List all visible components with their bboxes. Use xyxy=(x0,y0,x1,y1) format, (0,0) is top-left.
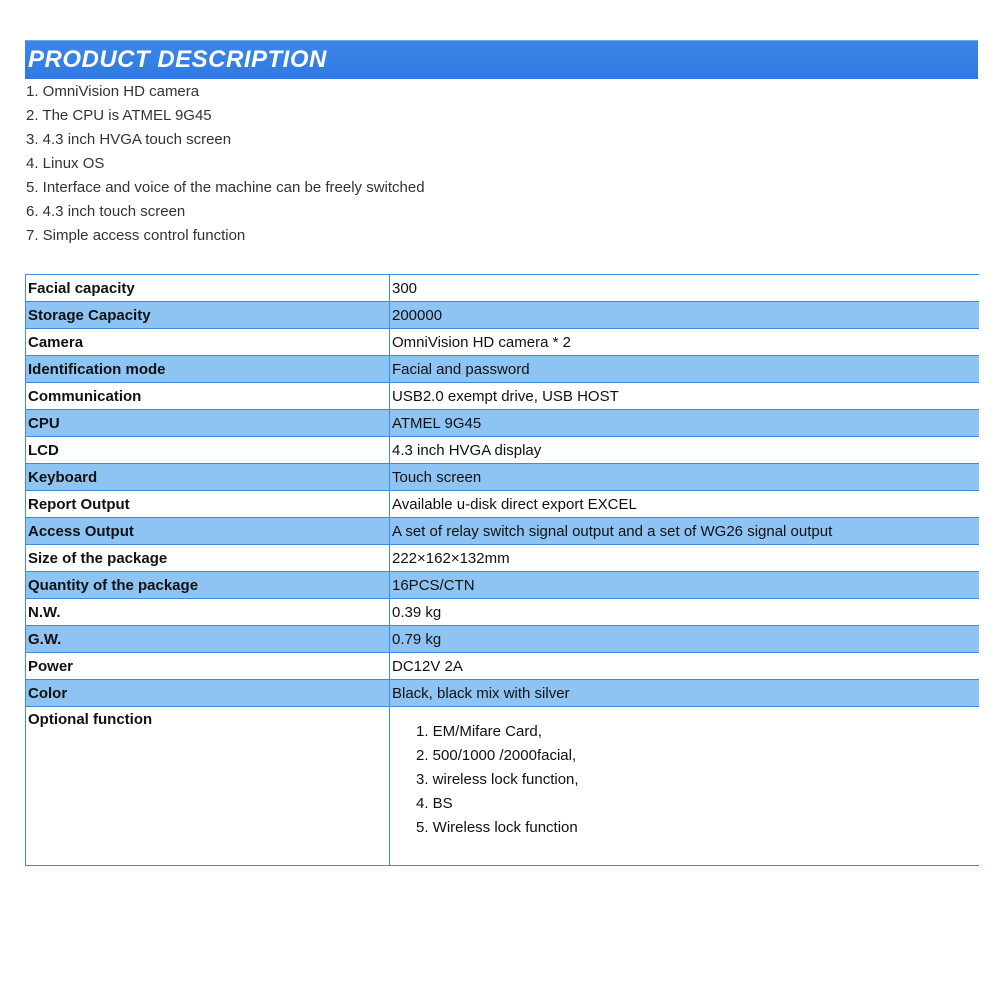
spec-value: 200000 xyxy=(390,302,980,329)
spec-label: CPU xyxy=(26,410,390,437)
feature-item: 7. Simple access control function xyxy=(26,227,246,244)
table-row xyxy=(26,437,980,464)
table-row xyxy=(26,653,980,680)
spec-label: Camera xyxy=(26,329,390,356)
section-banner xyxy=(25,40,978,79)
feature-item: 4. Linux OS xyxy=(26,155,105,172)
spec-label: Optional function xyxy=(26,707,390,866)
list-item: 3. wireless lock function, xyxy=(416,771,579,788)
spec-value: 222×162×132mm xyxy=(390,545,980,572)
list-item: 4. BS xyxy=(416,795,453,812)
feature-list xyxy=(26,82,425,250)
spec-label: N.W. xyxy=(26,599,390,626)
feature-item: 1. OmniVision HD camera xyxy=(26,83,200,100)
spec-table xyxy=(25,274,979,866)
spec-value: Black, black mix with silver xyxy=(390,680,980,707)
spec-value: DC12V 2A xyxy=(390,653,980,680)
optional-function-cell xyxy=(390,707,980,866)
spec-label: Keyboard xyxy=(26,464,390,491)
table-row xyxy=(26,599,980,626)
spec-label: Communication xyxy=(26,383,390,410)
table-row xyxy=(26,680,980,707)
table-row xyxy=(26,491,980,518)
table-row xyxy=(26,356,980,383)
spec-value: 0.79 kg xyxy=(390,626,980,653)
list-item: 2. 500/1000 /2000facial, xyxy=(416,747,577,764)
table-row xyxy=(26,464,980,491)
spec-label: Facial capacity xyxy=(26,275,390,302)
table-row xyxy=(26,572,980,599)
spec-label: Access Output xyxy=(26,518,390,545)
spec-value: 0.39 kg xyxy=(390,599,980,626)
table-row xyxy=(26,275,980,302)
table-row xyxy=(26,626,980,653)
spec-value: Available u-disk direct export EXCEL xyxy=(390,491,980,518)
table-row xyxy=(26,410,980,437)
feature-item: 5. Interface and voice of the machine can be freely switched xyxy=(26,179,425,196)
spec-value: Touch screen xyxy=(390,464,980,491)
spec-value: 4.3 inch HVGA display xyxy=(390,437,980,464)
spec-label: Storage Capacity xyxy=(26,302,390,329)
spec-label: Identification mode xyxy=(26,356,390,383)
optional-function-list xyxy=(392,722,979,842)
spec-label: Color xyxy=(26,680,390,707)
list-item: 1. EM/Mifare Card, xyxy=(416,723,542,740)
table-row xyxy=(26,518,980,545)
table-row xyxy=(26,383,980,410)
table-row xyxy=(26,302,980,329)
spec-value: ATMEL 9G45 xyxy=(390,410,980,437)
spec-label: Report Output xyxy=(26,491,390,518)
spec-value: Facial and password xyxy=(390,356,980,383)
spec-value: OmniVision HD camera * 2 xyxy=(390,329,980,356)
table-row xyxy=(26,545,980,572)
feature-item: 6. 4.3 inch touch screen xyxy=(26,203,186,220)
feature-item: 3. 4.3 inch HVGA touch screen xyxy=(26,131,232,148)
spec-label: G.W. xyxy=(26,626,390,653)
spec-value: A set of relay switch signal output and a set of WG26 signal output xyxy=(390,518,980,545)
spec-value: USB2.0 exempt drive, USB HOST xyxy=(390,383,980,410)
spec-label: Quantity of the package xyxy=(26,572,390,599)
spec-label: LCD xyxy=(26,437,390,464)
list-item: 5. Wireless lock function xyxy=(416,819,578,836)
spec-value: 16PCS/CTN xyxy=(390,572,980,599)
spec-label: Size of the package xyxy=(26,545,390,572)
spec-value: 300 xyxy=(390,275,980,302)
page-title: PRODUCT DESCRIPTION xyxy=(28,46,327,73)
spec-label: Power xyxy=(26,653,390,680)
table-row xyxy=(26,329,980,356)
feature-item: 2. The CPU is ATMEL 9G45 xyxy=(26,107,212,124)
table-row-optional xyxy=(26,707,980,866)
